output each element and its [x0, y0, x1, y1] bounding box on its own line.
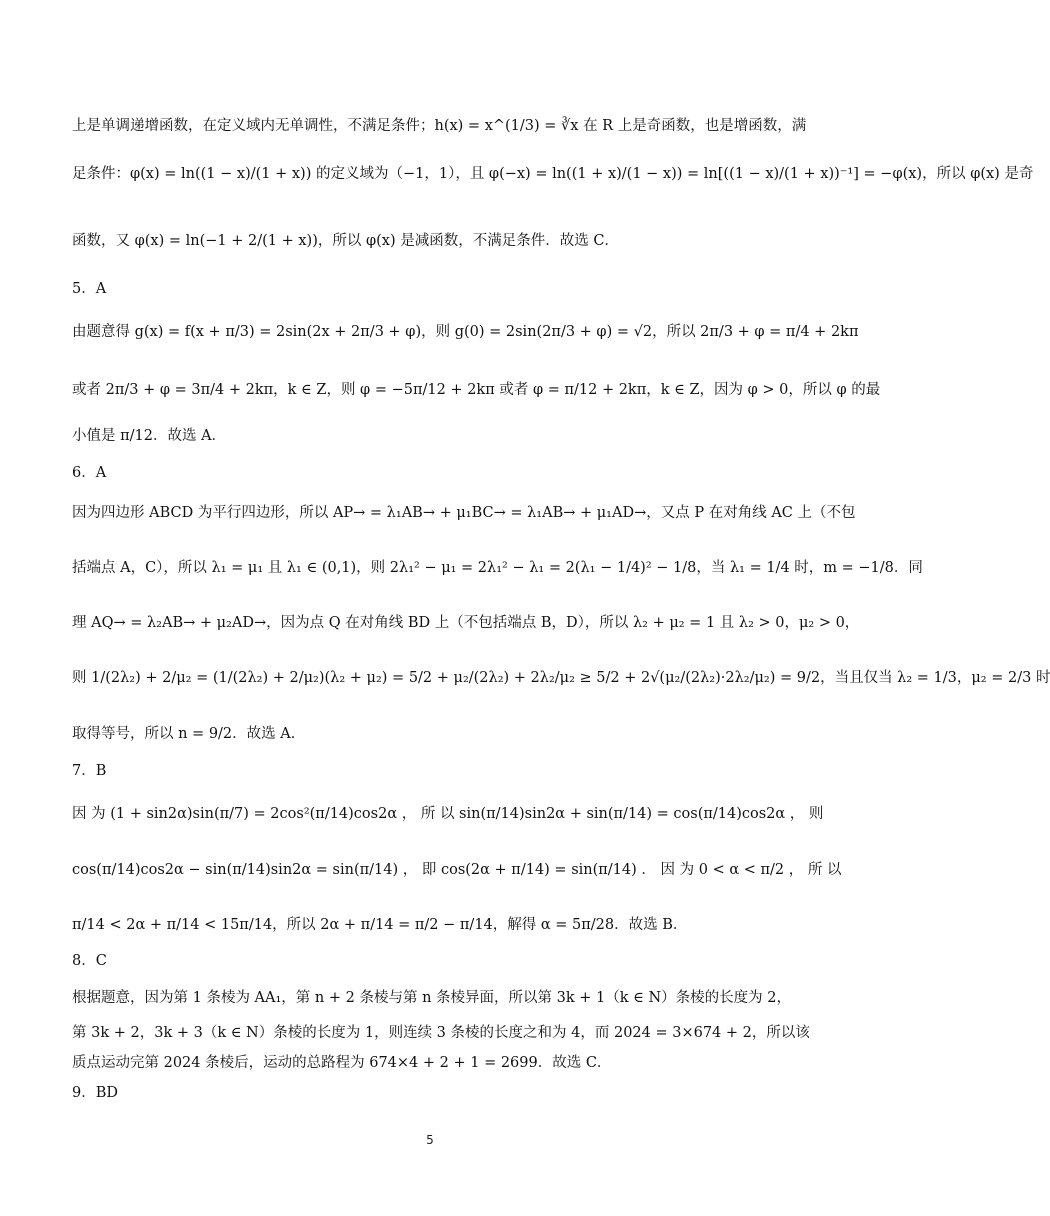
text-line: cos(π/14)cos2α − sin(π/14)sin2α = sin(π/14) ， 即 cos(2α + π/14) = sin(π/14) ． 因 为 0 < α < π/2 ， 所 以 — [72, 862, 842, 878]
text-line: 足条件：φ(x) = ln((1 − x)/(1 + x)) 的定义域为（−1，1），且 φ(−x) = ln((1 + x)/(1 − x)) = ln[((1 − x)/(1 + x))⁻¹] = −φ(x)，所以 φ(x) 是奇 — [72, 166, 1034, 182]
text-line: 第 3k + 2，3k + 3（k ∈ N）条棱的长度为 1，则连续 3 条棱的长度之和为 4，而 2024 = 3×674 + 2，所以该 — [72, 1025, 810, 1041]
text-line: 质点运动完第 2024 条棱后，运动的总路程为 674×4 + 2 + 1 = 2699．故选 C． — [72, 1055, 612, 1071]
text-line: π/14 < 2α + π/14 < 15π/14，所以 2α + π/14 = π/2 − π/14，解得 α = 5π/28．故选 B． — [72, 917, 688, 933]
text-line: 因 为 (1 + sin2α)sin(π/7) = 2cos²(π/14)cos2α ， 所 以 sin(π/14)sin2α + sin(π/14) = cos(π/14)cos2α ， 则 — [72, 806, 824, 822]
text-line: 8．C — [72, 953, 107, 969]
text-line: 括端点 A，C），所以 λ₁ = μ₁ 且 λ₁ ∈ (0,1)，则 2λ₁² − μ₁ = 2λ₁² − λ₁ = 2(λ₁ − 1/4)² − 1/8，当 λ₁ = 1/4 时，m = −1/8．同 — [72, 560, 923, 576]
text-line: 上是单调递增函数，在定义域内无单调性，不满足条件；h(x) = x^(1/3) = ∛x 在 R 上是奇函数，也是增函数，满 — [72, 118, 807, 134]
text-line: 小值是 π/12．故选 A． — [72, 428, 227, 444]
text-line: 7．B — [72, 763, 107, 779]
text-line: 因为四边形 ABCD 为平行四边形，所以 AP→ = λ₁AB→ + μ₁BC→ = λ₁AB→ + μ₁AD→，又点 P 在对角线 AC 上（不包 — [72, 505, 856, 521]
text-line: 根据题意，因为第 1 条棱为 AA₁，第 n + 2 条棱与第 n 条棱异面，所以第 3k + 1（k ∈ N）条棱的长度为 2， — [72, 990, 791, 1006]
text-line: 由题意得 g(x) = f(x + π/3) = 2sin(2x + 2π/3 + φ)，则 g(0) = 2sin(2π/3 + φ) = √2，所以 2π/3 + φ = π/4 + 2kπ — [72, 324, 859, 340]
text-line: 函数，又 φ(x) = ln(−1 + 2/(1 + x))，所以 φ(x) 是减函数，不满足条件．故选 C． — [72, 233, 619, 249]
text-line: 理 AQ→ = λ₂AB→ + μ₂AD→，因为点 Q 在对角线 BD 上（不包括端点 B，D），所以 λ₂ + μ₂ = 1 且 λ₂ > 0，μ₂ > 0， — [72, 615, 860, 631]
page-number: 5 — [426, 1133, 434, 1147]
text-line: 6．A — [72, 465, 107, 481]
text-line: 5．A — [72, 281, 107, 297]
text-line: 则 1/(2λ₂) + 2/μ₂ = (1/(2λ₂) + 2/μ₂)(λ₂ + μ₂) = 5/2 + μ₂/(2λ₂) + 2λ₂/μ₂ ≥ 5/2 + 2√(μ₂/(2λ₂)·2λ₂/μ₂) = 9/2，当且仅当 λ₂ = 1/3，μ₂ = 2/3 时 — [72, 670, 1050, 686]
text-line: 取得等号，所以 n = 9/2．故选 A． — [72, 726, 306, 742]
text-line: 或者 2π/3 + φ = 3π/4 + 2kπ，k ∈ Z，则 φ = −5π/12 + 2kπ 或者 φ = π/12 + 2kπ，k ∈ Z，因为 φ > 0，所以 φ 的最 — [72, 382, 881, 398]
text-line: 9．BD — [72, 1085, 119, 1101]
